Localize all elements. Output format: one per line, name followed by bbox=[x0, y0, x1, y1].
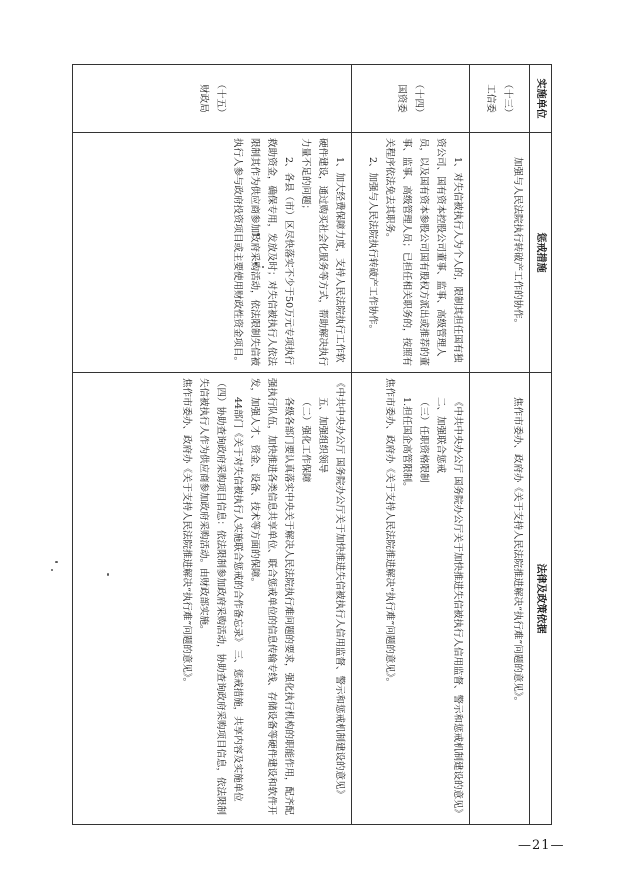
row-number: （十四） bbox=[413, 79, 425, 118]
header-unit: 实施单位 bbox=[530, 65, 552, 133]
punishment-measures-table bbox=[72, 64, 552, 825]
unit-cell bbox=[73, 65, 352, 133]
unit-name: 国资委 bbox=[396, 84, 408, 113]
basis-text: 五、加强组织领导 bbox=[317, 397, 328, 474]
basis-cell bbox=[352, 373, 470, 825]
measure-text: 2、加强与人民法院执行转破产工作协作。 bbox=[367, 157, 378, 335]
basis-text: （三）任职资格限制 bbox=[418, 397, 429, 483]
basis-text: 1.担任国企高管限制。 bbox=[401, 397, 412, 492]
table-row bbox=[470, 65, 530, 825]
unit-name: 工信委 bbox=[485, 84, 497, 113]
header-measure: 惩戒措施 bbox=[530, 133, 552, 373]
measure-cell bbox=[352, 133, 470, 373]
basis-text: 44部门《关于对失信被执行人实施联合惩戒的合作备忘录》 三、惩戒措施，共享内容及实施单位（四）协助查询政府采购项目信息：依法限制参加政府采购活动，协助查询政府采购项目信息，依法限制失信被执行人作为供应商参加政府采购活动。由财政部实施。 bbox=[198, 378, 243, 816]
row-number: （十三） bbox=[502, 79, 514, 118]
measure-text: 1、对失信被执行人为个人的，限制其担任国有独资公司、国有资本控股公司董事、监事、高级管理人员，以及国有资本参股公司国有股权方派出或推荐的董事、监事、高级管理人员；已担任相关职务的，按照有关程序依法免去其职务。 bbox=[384, 138, 463, 367]
basis-text: （二）强化工作保障 bbox=[300, 397, 311, 483]
basis-text: 焦作市委办、政府办《关于支持人民法院推进解决“执行难”问题的意见》。 bbox=[384, 378, 395, 687]
table-row bbox=[352, 65, 470, 825]
basis-cell bbox=[73, 373, 352, 825]
measure-text: 加强与人民法院执行转破产工作的协作。 bbox=[512, 157, 523, 329]
table-header-row bbox=[530, 65, 552, 825]
basis-text: 《中共中央办公厅 国务院办公厅关于加快推进失信被执行人信用监督、警示和惩戒机制建设的意见》 bbox=[334, 378, 345, 800]
unit-name: 财政局 bbox=[198, 84, 209, 113]
basis-text: 焦作市委办、政府办《关于支持人民法院推进解决“执行难”问题的意见》。 bbox=[512, 397, 523, 706]
unit-cell bbox=[352, 65, 470, 133]
rotated-table-page bbox=[72, 64, 552, 824]
page-number: —21— bbox=[518, 838, 565, 853]
measure-cell bbox=[470, 133, 530, 373]
basis-text: 《中共中央办公厅 国务院办公厅关于加快推进失信被执行人信用监督、警示和惩戒机制建设的意见》 bbox=[452, 397, 463, 819]
table-row bbox=[73, 65, 352, 825]
measure-text: 1、加大经费保障力度，支持人民法院执行工作软硬件建设，通过购买社会化服务等方式，帮助解决执行力量不足的问题； bbox=[300, 138, 345, 367]
unit-cell bbox=[470, 65, 530, 133]
basis-text: 二、加强联合惩戒 bbox=[435, 397, 446, 474]
basis-text: 各级各部门要认真落实中央关于解决人民法院执行难问题的要求，强化执行机构的职能作用，配齐配强执行队伍，加快推进各类信息共享单位、联合惩戒单位的信息传输专线、存储设备等硬件建设和软件开发，加强人才、资金、设备、技术等方面的保障。 bbox=[249, 378, 294, 816]
header-basis: 法律及政策依据 bbox=[530, 373, 552, 825]
measure-text: 2、各县（市）区尽快落实不少于50万元专项执行救助资金，确保专用，发放及时；对失信被执行人依法限制其作为供应商参加政府采购活动，依法限制失信被执行人参与政府投资项目或主要使用财政性资金项目。 bbox=[232, 138, 294, 367]
measure-cell bbox=[73, 133, 352, 373]
row-number: （十五） bbox=[215, 79, 226, 118]
basis-text: 焦作市委办、政府办《关于支持人民法院推进解决“执行难”问题的意见》。 bbox=[181, 378, 192, 687]
basis-cell bbox=[470, 373, 530, 825]
